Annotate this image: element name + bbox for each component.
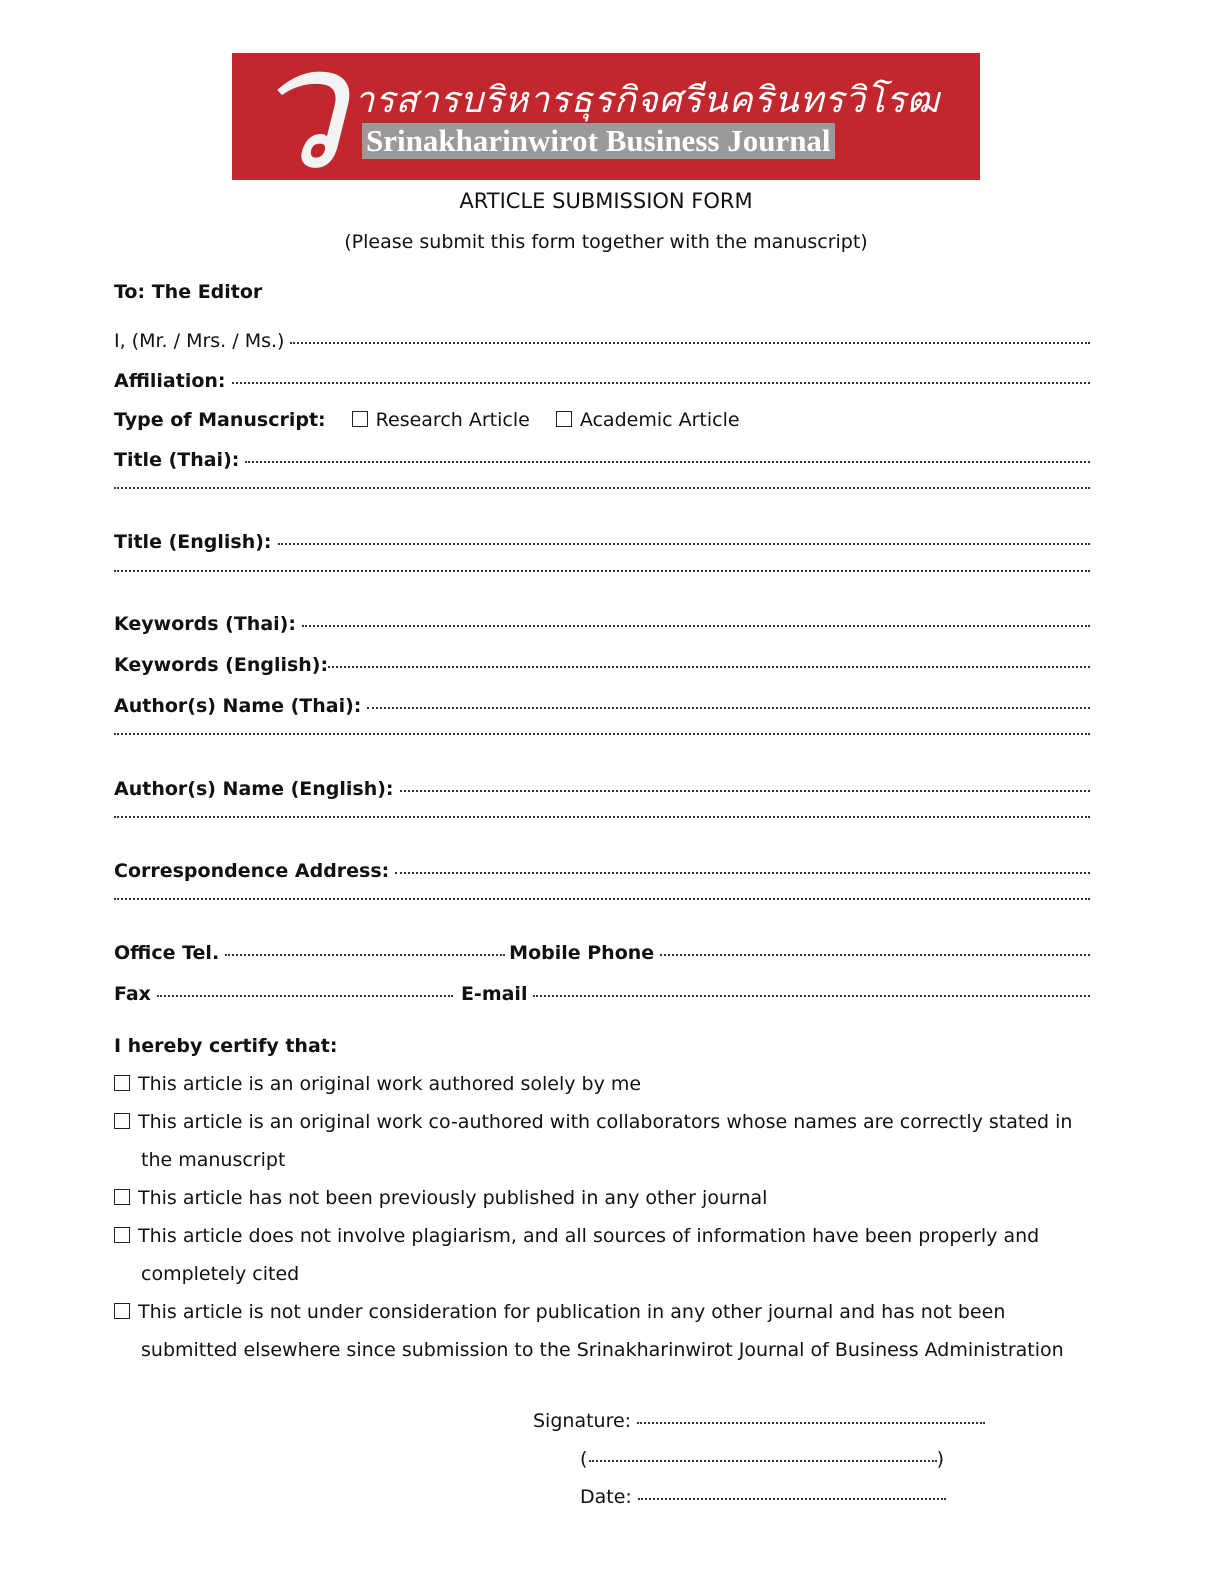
journal-logo-banner (232, 53, 980, 180)
form-title: ARTICLE SUBMISSION FORM (459, 189, 753, 213)
authors-thai-field[interactable]: Author(s) Name (Thai): (114, 695, 1090, 717)
research-article-checkbox[interactable]: Research Article (352, 409, 530, 431)
logo-thai-title: ารสารบริหารธุรกิจศรีนครินทรวิโรฒ (354, 80, 941, 121)
addressee: To: The Editor (114, 281, 263, 303)
affiliation-field[interactable]: Affiliation: (114, 370, 1090, 392)
keywords-english-field[interactable]: Keywords (English): (114, 654, 1090, 676)
authors-english-field-line2[interactable] (114, 819, 1090, 821)
printed-name-field[interactable]: ( ) (580, 1448, 944, 1470)
authors-english-field[interactable]: Author(s) Name (English): (114, 778, 1090, 800)
certify-item-2[interactable]: This article is an original work co-authored with collaborators whose names are correctly stated in the manuscript (114, 1103, 1094, 1179)
fax-email-row[interactable]: Fax E-mail (114, 983, 1090, 1005)
address-field-line2[interactable] (114, 901, 1090, 903)
title-thai-field[interactable]: Title (Thai): (114, 449, 1090, 471)
certify-heading: I hereby certify that: (114, 1035, 338, 1057)
phone-row[interactable]: Office Tel. Mobile Phone (114, 942, 1090, 964)
academic-article-checkbox[interactable]: Academic Article (556, 409, 740, 431)
signature-field[interactable]: Signature: (533, 1410, 985, 1432)
certify-item-5[interactable]: This article is not under consideration for publication in any other journal and has not been submitted elsewhere since submission to the Srinakharinwirot Journal of Business Administration (114, 1293, 1094, 1369)
title-thai-field-line2[interactable] (114, 490, 1090, 492)
certify-item-4[interactable]: This article does not involve plagiarism, and all sources of information have been properly and completely cited (114, 1217, 1094, 1293)
certification-section (114, 1027, 1094, 1369)
date-field[interactable]: Date: (580, 1486, 946, 1508)
name-field[interactable]: I, (Mr. / Mrs. / Ms.) (114, 330, 1090, 352)
logo-mark: ว (250, 53, 346, 180)
certify-item-1[interactable]: This article is an original work authored solely by me (114, 1065, 1094, 1103)
logo-english-title: Srinakharinwirot Business Journal (362, 123, 835, 159)
title-english-field-line2[interactable] (114, 573, 1090, 575)
manuscript-type: Type of Manuscript: Research Article Academic Article (114, 409, 740, 431)
keywords-thai-field[interactable]: Keywords (Thai): (114, 613, 1090, 635)
form-subtitle: (Please submit this form together with the manuscript) (344, 231, 868, 253)
certify-item-3[interactable]: This article has not been previously published in any other journal (114, 1179, 1094, 1217)
address-field[interactable]: Correspondence Address: (114, 860, 1090, 882)
authors-thai-field-line2[interactable] (114, 736, 1090, 738)
title-english-field[interactable]: Title (English): (114, 531, 1090, 553)
